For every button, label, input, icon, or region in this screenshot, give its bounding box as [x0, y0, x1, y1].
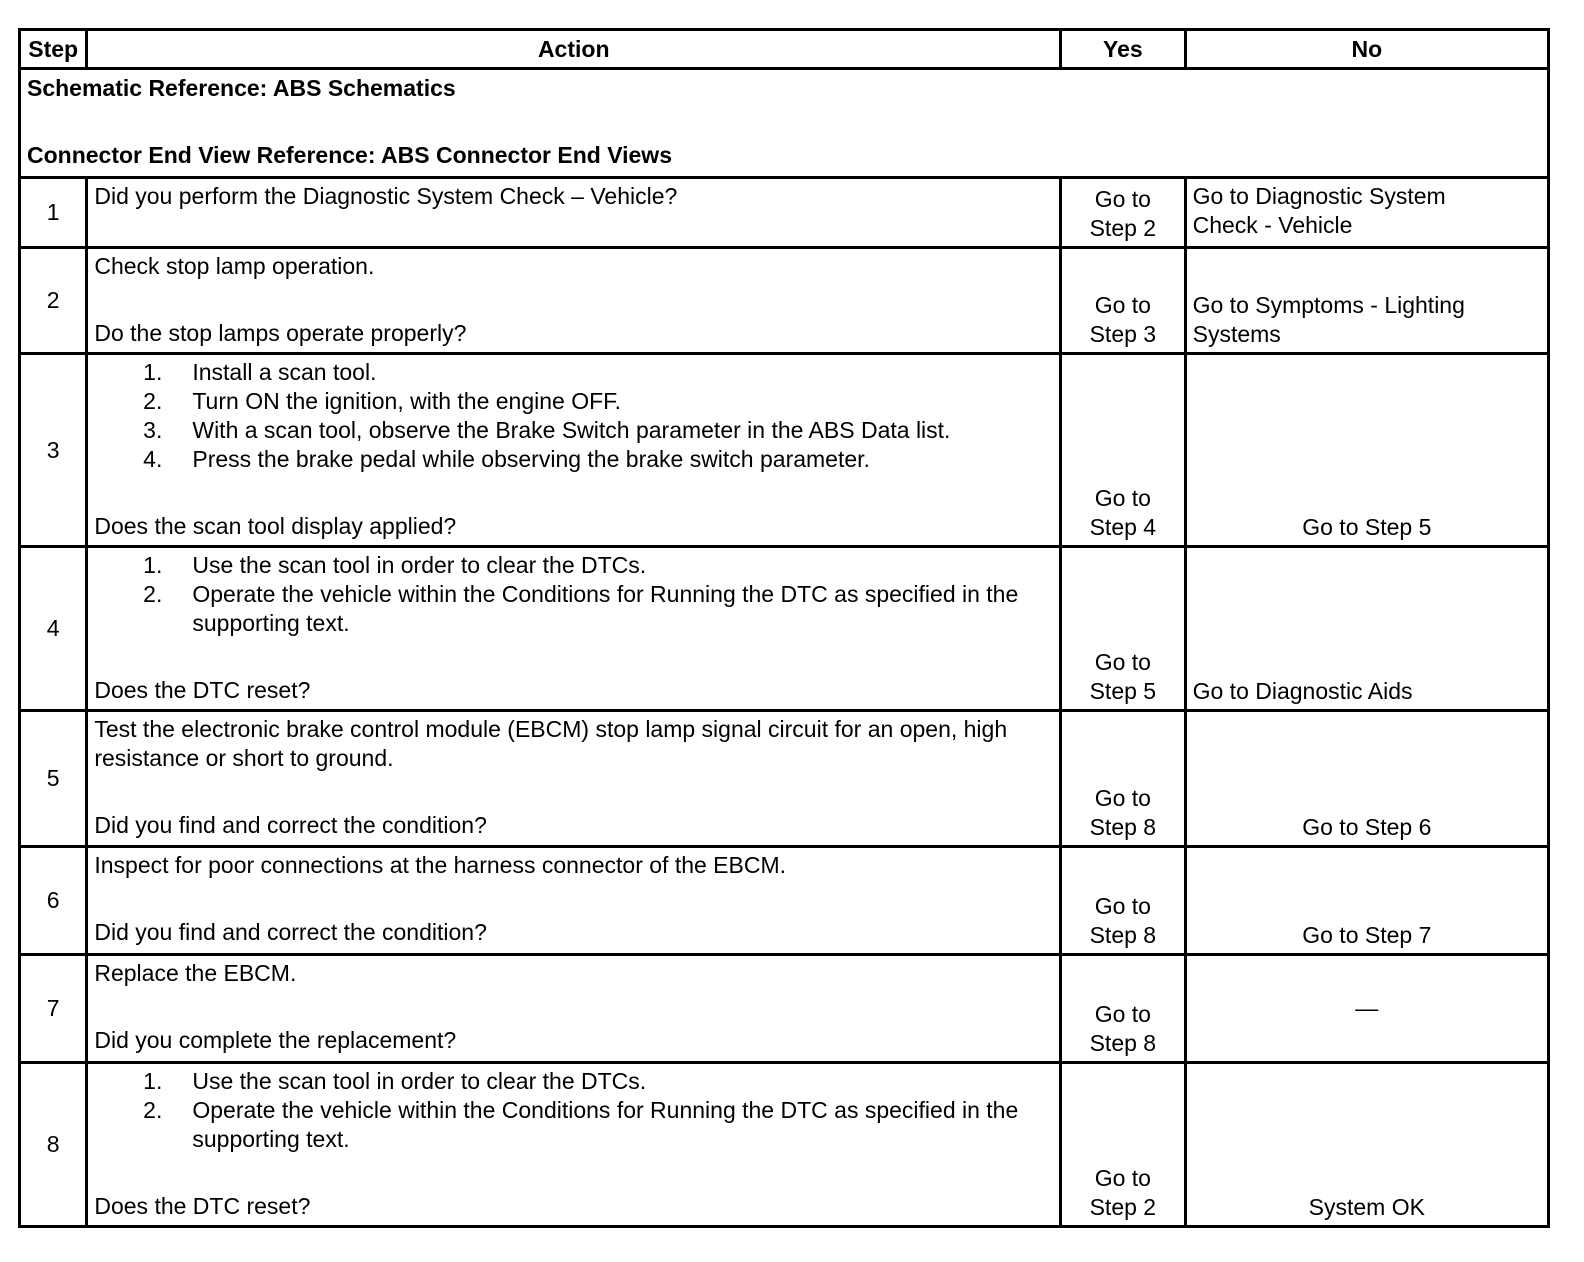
- no-cell: [1185, 178, 1548, 248]
- list-item-number: 1.: [143, 1068, 163, 1094]
- list-item-number: 1.: [143, 359, 163, 385]
- yes-line1: Go to: [1094, 649, 1151, 675]
- header-no: No: [1185, 30, 1548, 69]
- list-item-text: Turn ON the ignition, with the engine OFF.: [192, 388, 622, 414]
- list-item: [94, 1096, 1053, 1154]
- yes-cell: [1061, 1063, 1186, 1227]
- no-cell: Go to Step 6: [1185, 711, 1548, 847]
- action-spacer: [94, 474, 1053, 512]
- yes-line1: Go to: [1094, 1001, 1151, 1027]
- step-number: 5: [20, 711, 87, 847]
- reference-cell: [20, 69, 1549, 178]
- step-number: 7: [20, 955, 87, 1063]
- action-question: Does the DTC reset?: [94, 677, 311, 703]
- list-item: [94, 445, 1053, 474]
- yes-line2: Step 4: [1089, 514, 1157, 540]
- reference-row: [20, 69, 1549, 178]
- yes-cell: [1061, 248, 1186, 354]
- yes-cell: [1061, 178, 1186, 248]
- yes-line2: Step 2: [1089, 1194, 1157, 1220]
- list-item-number: 2.: [143, 388, 163, 414]
- list-item-text: Press the brake pedal while observing the brake switch parameter.: [192, 446, 870, 472]
- list-item-number: 4.: [143, 446, 163, 472]
- yes-cell: [1061, 955, 1186, 1063]
- no-line1: Go to Diagnostic System: [1192, 183, 1446, 209]
- yes-cell: [1061, 711, 1186, 847]
- schematic-reference: Schematic Reference: ABS Schematics: [27, 75, 456, 101]
- action-text: Did you perform the Diagnostic System Check – Vehicle?: [94, 183, 678, 209]
- header-action: Action: [87, 30, 1061, 69]
- table-row: [20, 955, 1549, 1063]
- yes-line2: Step 3: [1089, 321, 1157, 347]
- yes-line2: Step 8: [1089, 1030, 1157, 1056]
- yes-line1: Go to: [1094, 1165, 1151, 1191]
- action-cell: [87, 547, 1061, 711]
- action-steps-list: [94, 551, 1053, 638]
- yes-cell: [1061, 354, 1186, 547]
- table-row: [20, 1063, 1549, 1227]
- no-line2: Check - Vehicle: [1192, 212, 1353, 238]
- yes-line1: Go to: [1094, 893, 1151, 919]
- list-item-text: Use the scan tool in order to clear the DTCs.: [192, 552, 647, 578]
- list-item-text: Use the scan tool in order to clear the DTCs.: [192, 1068, 647, 1094]
- action-question: Do the stop lamps operate properly?: [94, 320, 467, 346]
- reference-spacer: [27, 103, 1541, 141]
- step-number: 6: [20, 847, 87, 955]
- header-yes: Yes: [1061, 30, 1186, 69]
- action-question: Did you find and correct the condition?: [94, 919, 487, 945]
- yes-line1: Go to: [1094, 485, 1151, 511]
- list-item: [94, 1067, 1053, 1096]
- action-cell: [87, 955, 1061, 1063]
- action-spacer: [94, 290, 1053, 319]
- action-spacer: [94, 638, 1053, 676]
- yes-line1: Go to: [1094, 186, 1151, 212]
- step-number: 8: [20, 1063, 87, 1227]
- action-cell: [87, 178, 1061, 248]
- table-row: [20, 354, 1549, 547]
- yes-line2: Step 5: [1089, 678, 1157, 704]
- list-item-text: With a scan tool, observe the Brake Switch parameter in the ABS Data list.: [192, 417, 951, 443]
- action-steps-list: [94, 358, 1053, 474]
- action-cell: [87, 1063, 1061, 1227]
- yes-line2: Step 8: [1089, 922, 1157, 948]
- no-line2: Systems: [1192, 321, 1281, 347]
- action-spacer: [94, 880, 1053, 918]
- action-cell: [87, 354, 1061, 547]
- table-row: [20, 847, 1549, 955]
- yes-cell: [1061, 547, 1186, 711]
- action-cell: [87, 711, 1061, 847]
- list-item: [94, 416, 1053, 445]
- step-number: 3: [20, 354, 87, 547]
- list-item: [94, 358, 1053, 387]
- table-row: [20, 178, 1549, 248]
- action-question: Did you complete the replacement?: [94, 1027, 457, 1053]
- yes-line1: Go to: [1094, 292, 1151, 318]
- action-text: Test the electronic brake control module (EBCM) stop lamp signal circuit for an open, high resistance or short to ground.: [94, 716, 1008, 771]
- action-text: Inspect for poor connections at the harness connector of the EBCM.: [94, 852, 787, 878]
- step-number: 4: [20, 547, 87, 711]
- list-item: [94, 580, 1053, 638]
- table-row: [20, 711, 1549, 847]
- action-question: Does the scan tool display applied?: [94, 513, 457, 539]
- connector-reference: Connector End View Reference: ABS Connector End Views: [27, 142, 672, 168]
- list-item-number: 2.: [143, 1097, 163, 1123]
- action-question: Did you find and correct the condition?: [94, 812, 487, 838]
- no-line1: Go to Symptoms - Lighting: [1192, 292, 1465, 318]
- action-cell: [87, 847, 1061, 955]
- no-cell: —: [1185, 955, 1548, 1063]
- table-row: [20, 547, 1549, 711]
- list-item-number: 3.: [143, 417, 163, 443]
- diagnostic-table: [18, 28, 1550, 1228]
- no-cell: Go to Diagnostic Aids: [1185, 547, 1548, 711]
- table-row: [20, 248, 1549, 354]
- list-item: [94, 551, 1053, 580]
- action-spacer: [94, 1154, 1053, 1192]
- no-cell: Go to Step 5: [1185, 354, 1548, 547]
- step-number: 1: [20, 178, 87, 248]
- action-steps-list: [94, 1067, 1053, 1154]
- action-spacer: [94, 773, 1053, 811]
- action-spacer: [94, 988, 1053, 1026]
- header-step: Step: [20, 30, 87, 69]
- no-cell: System OK: [1185, 1063, 1548, 1227]
- list-item-text: Operate the vehicle within the Conditions for Running the DTC as specified in the supporting text.: [192, 581, 1019, 636]
- list-item-number: 1.: [143, 552, 163, 578]
- action-text: Check stop lamp operation.: [94, 253, 375, 279]
- action-text: Replace the EBCM.: [94, 960, 297, 986]
- list-item-text: Install a scan tool.: [192, 359, 377, 385]
- yes-line2: Step 8: [1089, 814, 1157, 840]
- yes-line2: Step 2: [1089, 215, 1157, 241]
- no-cell: [1185, 248, 1548, 354]
- yes-cell: [1061, 847, 1186, 955]
- yes-line1: Go to: [1094, 785, 1151, 811]
- header-row: [20, 30, 1549, 69]
- list-item-number: 2.: [143, 581, 163, 607]
- list-item-text: Operate the vehicle within the Conditions for Running the DTC as specified in the supporting text.: [192, 1097, 1019, 1152]
- no-cell: Go to Step 7: [1185, 847, 1548, 955]
- action-question: Does the DTC reset?: [94, 1193, 311, 1219]
- list-item: [94, 387, 1053, 416]
- action-cell: [87, 248, 1061, 354]
- step-number: 2: [20, 248, 87, 354]
